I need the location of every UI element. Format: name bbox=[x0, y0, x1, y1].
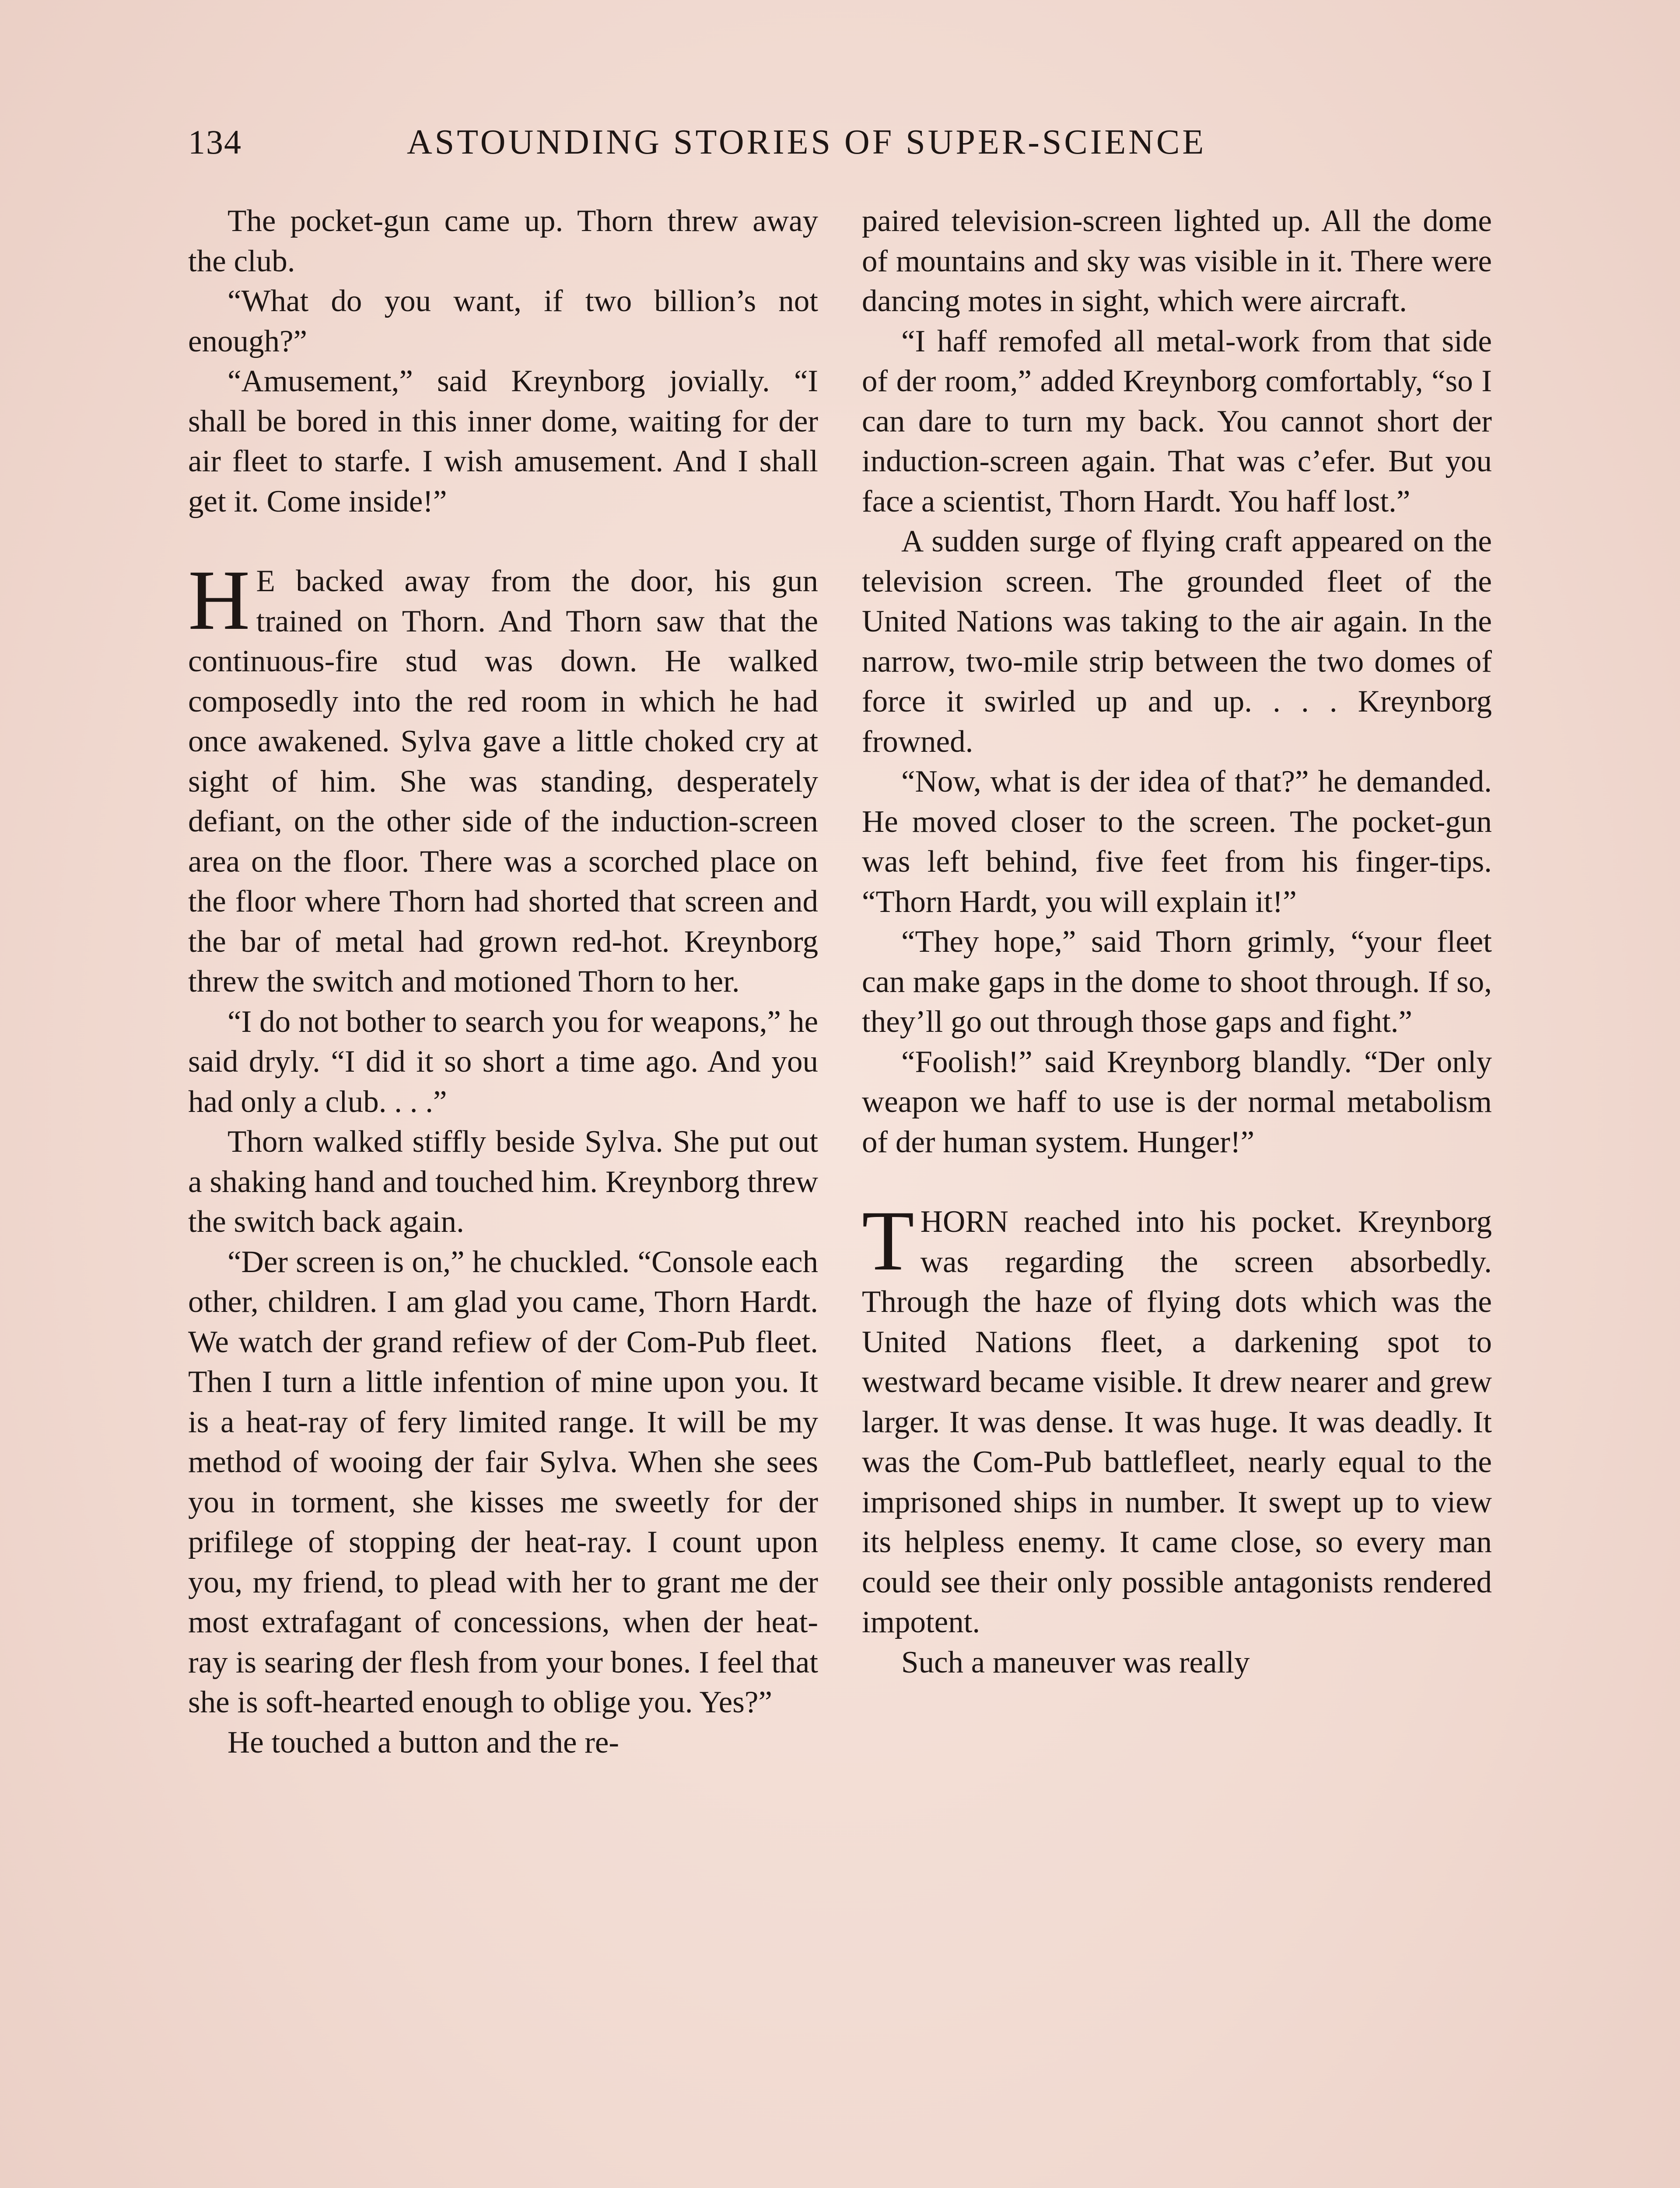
paragraph: “Amusement,” said Kreynborg jovially. “I shall be bored in this inner dome, waiting for der air fleet to starfe. I wish amusement. And I shall get it. Come inside!” bbox=[188, 364, 818, 519]
page-number: 134 bbox=[188, 123, 242, 161]
paragraph: “What do you want, if two billion’s not enough?” bbox=[188, 284, 818, 358]
left-column bbox=[188, 201, 818, 1763]
paragraph-text: HORN reached into his pocket. Kreynborg was regarding the screen absorbedly. Through the haze of flying dots which was the United Nations fleet, a darkening spot to westward became visible. It drew nearer and grew larger. It was dense. It was huge. It was deadly. It was the Com-Pub battlefleet, nearly equal to the imprisoned ships in number. It swept up to view its helpless enemy. It came close, so every man could see their only possible antagonists rendered impotent. bbox=[862, 1205, 1492, 1639]
paragraph: He touched a button and the re- bbox=[228, 1725, 620, 1760]
paragraph: “I haff remofed all metal-work from that side of der room,” added Kreynborg comfortably, “so I can dare to turn my back. You cannot short der induction-screen again. That was c’efer. But you face a scientist, Thorn Hardt. You haff lost.” bbox=[862, 324, 1492, 519]
paragraph: Such a maneuver was really bbox=[901, 1645, 1250, 1680]
paragraph: “They hope,” said Thorn grimly, “your fleet can make gaps in the dome to shoot through. If so, they’ll go out through those gaps and fight.” bbox=[862, 925, 1492, 1039]
paragraph: “Foolish!” said Kreynborg blandly. “Der only weapon we haff to use is der normal metabolism of der human system. Hunger!” bbox=[862, 1045, 1492, 1159]
paragraph: “Der screen is on,” he chuckled. “Console each other, children. I am glad you came, Thorn Hardt. We watch der grand refiew of der Com-Pub fleet. Then I turn a little infention of mine upon you. It is a heat-ray of fery limited range. It will be my method of wooing der fair Sylva. When she sees you in torment, she kisses me sweetly for der prifilege of stopping der heat-ray. I count upon you, my friend, to plead with her to grant me der most extrafagant of concessions, when der heat-ray is searing der flesh from your bones. I feel that she is soft-hearted enough to oblige you. Yes?” bbox=[188, 1245, 818, 1719]
paragraph: “Now, what is der idea of that?” he demanded. He moved closer to the screen. The pocket-gun was left behind, five feet from his finger-tips. “Thorn Hardt, you will explain it!” bbox=[862, 764, 1492, 919]
paragraph: “I do not bother to search you for weapons,” he said dryly. “I did it so short a time ago. And you had only a club. . . .” bbox=[188, 1004, 818, 1119]
drop-cap: T bbox=[862, 1193, 914, 1288]
section-paragraph bbox=[188, 553, 818, 1002]
paragraph: paired television-screen lighted up. All the dome of mountains and sky was visible in it. There were dancing motes in sight, which were aircraft. bbox=[862, 204, 1492, 318]
section-paragraph bbox=[862, 1193, 1492, 1643]
right-column bbox=[862, 201, 1492, 1683]
drop-cap: H bbox=[188, 553, 250, 648]
paragraph: A sudden surge of flying craft appeared on the television screen. The grounded fleet of the United Nations was taking to the air again. In the narrow, two-mile strip between the two domes of force it swirled up and up. . . . Kreynborg frowned. bbox=[862, 524, 1492, 759]
running-head bbox=[188, 123, 1334, 171]
paragraph-text: E backed away from the door, his gun trained on Thorn. And Thorn saw that the continuous-fire stud was down. He walked composedly into the red room in which he had once awakened. Sylva gave a little choked cry at sight of him. She was standing, desperately defiant, on the other side of the induction-screen area on the floor. There was a scorched place on the floor where Thorn had shorted that screen and the bar of metal had grown red-hot. Kreynborg threw the switch and motioned Thorn to her. bbox=[188, 564, 818, 999]
paragraph: Thorn walked stiffly beside Sylva. She put out a shaking hand and touched him. Kreynborg threw the switch back again. bbox=[188, 1125, 818, 1239]
running-title: ASTOUNDING STORIES OF SUPER-SCIENCE bbox=[407, 123, 1207, 161]
paragraph: The pocket-gun came up. Thorn threw away the club. bbox=[188, 204, 818, 278]
